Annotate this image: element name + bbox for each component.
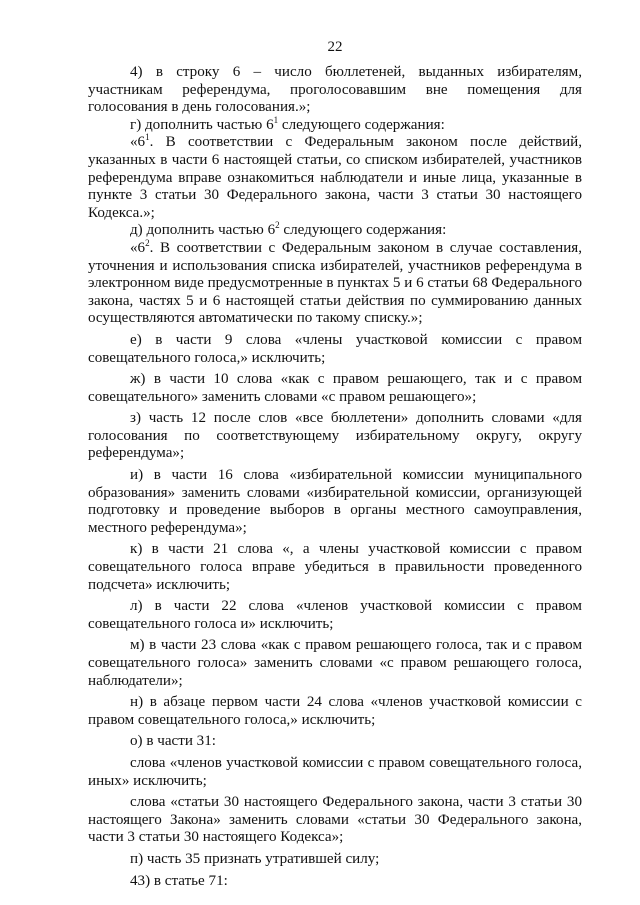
paragraph-z: з) часть 12 после слов «все бюллетени» дополнить словами «для голосования по соответствующему избирательному округу, округу референдума»; — [88, 410, 582, 462]
page-number: 22 — [327, 39, 343, 55]
paragraph-k: к) в части 21 слова «, а члены участковой комиссии с правом совещательного голоса вправе убедиться в правильности проведенного подсчета» исключить; — [88, 541, 582, 593]
paragraph-d: д) дополнить частью $6^2$ следующего содержания: — [130, 220, 447, 239]
paragraph-o-2: слова «статьи 30 настоящего Федерального закона, части 3 статьи 30 настоящего Закона» заменить словами «статьи 30 Федерального закона, части 3 статьи 30 настоящего Кодекса»; — [88, 794, 582, 846]
paragraph-e: е) в части 9 слова «члены участковой комиссии с правом совещательного голоса,» исключить; — [88, 331, 582, 366]
paragraph-g: г) дополнить частью $6^1$ следующего содержания: — [130, 114, 445, 133]
paragraph-l: л) в части 22 слова «членов участковой комиссии с правом совещательного голоса и» исключить; — [88, 598, 582, 632]
paragraph-i: и) в части 16 слова «избирательной комиссии муниципального образования» заменить словами «избирательной комиссии, организующей подготовку и проведение выборов в органы местного самоуправления, местного референдума»; — [88, 467, 582, 536]
paragraph-zh: ж) в части 10 слова «как с правом решающего, так и с правом совещательного» заменить словами «с правом решающего»; — [88, 371, 582, 405]
paragraph-43: 43) в статье 71: — [130, 872, 228, 889]
paragraph-6-1: «$6^1$. В соответствии с Федеральным законом после действий, указанных в части 6 настоящей статьи, со списком избирателей, участников референдума вправе ознакомиться наблюдатели и иные лица, указанные в пункте 3 статьи 30 Федерального закона, части 3 статьи 30 настоящего Кодекса.»; — [88, 132, 582, 221]
paragraph-n: н) в абзаце первом части 24 слова «членов участковой комиссии с правом совещательного голоса,» исключить; — [88, 694, 582, 728]
paragraph-4: 4) в строку 6 – число бюллетеней, выданных избирателям, участникам референдума, проголосовавшим вне помещения для голосования в день голосования.»; — [88, 64, 582, 116]
paragraph-6-2: «$6^2$. В соответствии с Федеральным законом в случае составления, уточнения и использования списка избирателей, участников референдума в электронном виде предусмотренные в пунктах 5 и 6 статьи 68 Федерального закона, частях 5 и 6 настоящей статьи действия по суммированию данных осуществляются автоматически по такому списку.»; — [88, 237, 582, 327]
paragraph-p: п) часть 35 признать утратившей силу; — [130, 850, 380, 867]
paragraph-o-1: слова «членов участковой комиссии с правом совещательного голоса, иных» исключить; — [88, 754, 582, 789]
paragraph-o: о) в части 31: — [130, 733, 216, 750]
paragraph-m: м) в части 23 слова «как с правом решающего голоса, так и с правом совещательного голоса» заменить словами «с правом решающего голоса, наблюдатели»; — [88, 637, 582, 689]
